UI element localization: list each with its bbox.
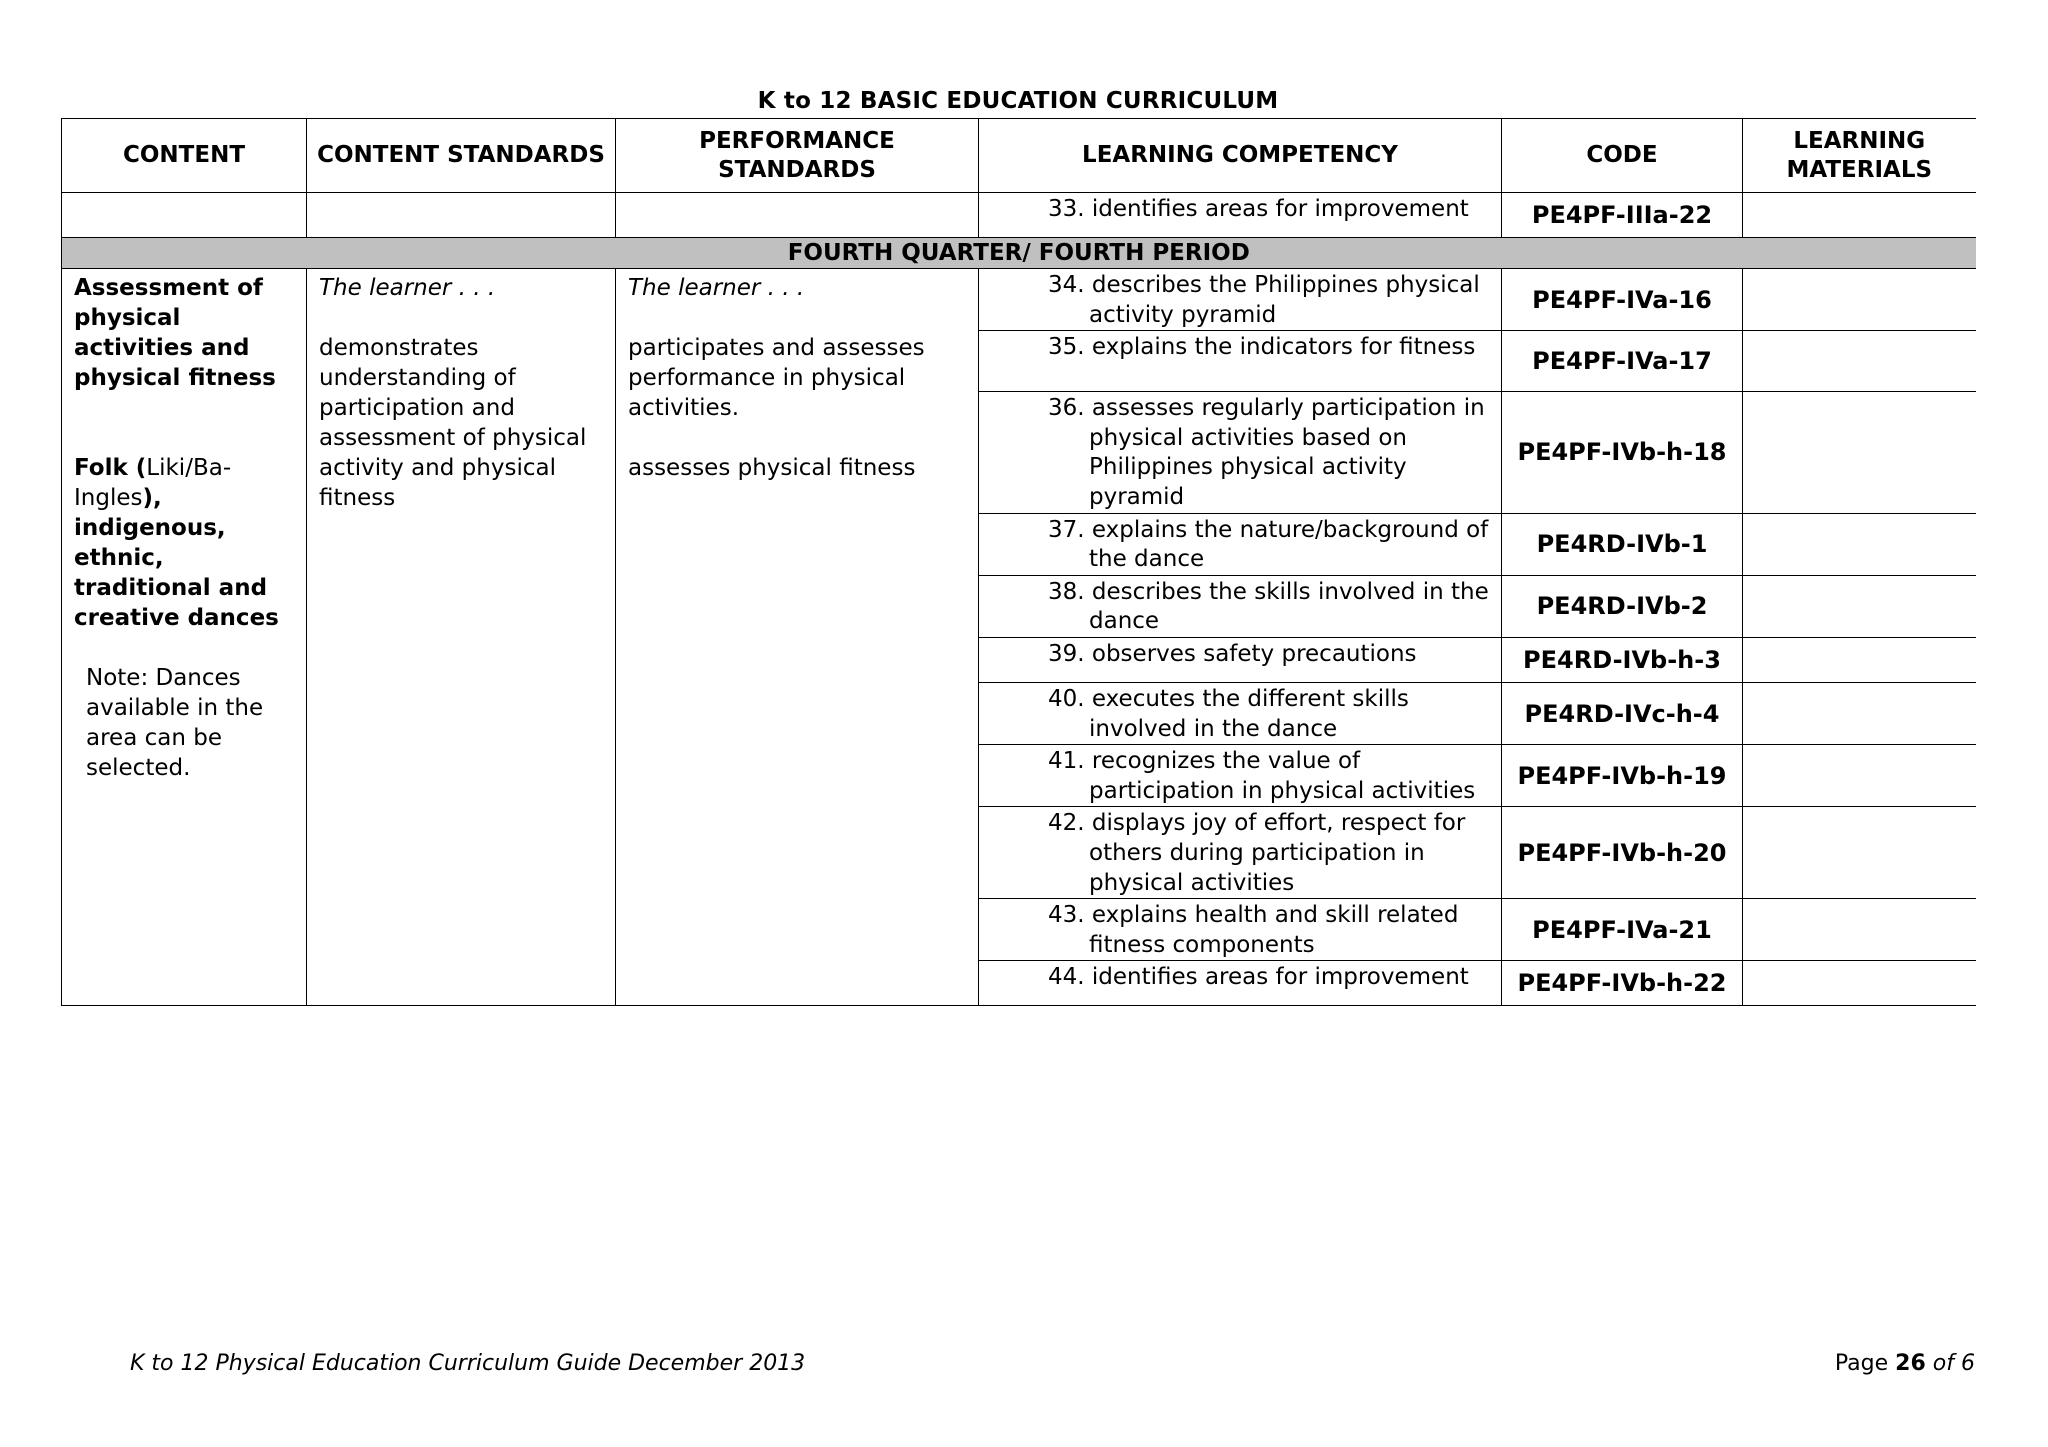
code-cell: PE4PF-IIIa-22	[1502, 193, 1743, 238]
performance-standards-text: assesses physical fitness	[628, 455, 916, 481]
materials-cell	[1743, 682, 1976, 744]
materials-cell	[1743, 575, 1976, 637]
materials-cell	[1743, 899, 1976, 961]
content-note: Note: Dances available in the area can be selected.	[86, 665, 264, 781]
table-row	[62, 193, 1976, 238]
competency-cell: 37. explains the nature/background of the dance	[979, 513, 1502, 575]
code-cell: PE4PF-IVa-16	[1502, 269, 1743, 331]
competency-cell: 39. observes safety precautions	[979, 637, 1502, 682]
quarter-label: FOURTH QUARTER/ FOURTH PERIOD	[62, 238, 1976, 269]
performance-standards-text: participates and assesses performance in physical activities.	[628, 335, 925, 421]
materials-cell	[1743, 392, 1976, 513]
empty-cell	[62, 193, 307, 238]
competency-cell: 36. assesses regularly participation in physical activities based on Philippines physical activity pyramid	[979, 392, 1502, 513]
materials-cell	[1743, 745, 1976, 807]
materials-cell	[1743, 637, 1976, 682]
code-cell: PE4PF-IVb-h-18	[1502, 392, 1743, 513]
code-cell: PE4PF-IVa-21	[1502, 899, 1743, 961]
materials-cell	[1743, 807, 1976, 899]
document-title: K to 12 BASIC EDUCATION CURRICULUM	[757, 88, 1279, 114]
header-code: CODE	[1502, 119, 1743, 193]
code-cell: PE4PF-IVb-h-20	[1502, 807, 1743, 899]
competency-cell: 41. recognizes the value of participation in physical activities	[979, 745, 1502, 807]
performance-standards-cell	[616, 269, 979, 1006]
empty-cell	[616, 193, 979, 238]
footer-document-name: K to 12 Physical Education Curriculum Guide December 2013	[130, 1351, 806, 1376]
competency-cell: 33. identifies areas for improvement	[979, 193, 1502, 238]
header-row	[62, 119, 1976, 193]
code-cell: PE4RD-IVb-2	[1502, 575, 1743, 637]
content-heading: Assessment of physical activities and physical fitness	[74, 275, 276, 391]
quarter-row	[62, 238, 1976, 269]
code-cell: PE4PF-IVb-h-19	[1502, 745, 1743, 807]
code-cell: PE4RD-IVc-h-4	[1502, 682, 1743, 744]
competency-cell: 44. identifies areas for improvement	[979, 961, 1502, 1006]
code-cell: PE4RD-IVb-1	[1502, 513, 1743, 575]
competency-cell: 38. describes the skills involved in the dance	[979, 575, 1502, 637]
materials-cell	[1743, 331, 1976, 392]
header-learning-competency: LEARNING COMPETENCY	[979, 119, 1502, 193]
materials-cell	[1743, 269, 1976, 331]
content-standards-text: demonstrates understanding of participation and assessment of physical activity and physical fitness	[319, 335, 587, 511]
footer-page-number: Page 26 of 6	[1834, 1351, 1975, 1376]
table-row	[62, 269, 1976, 331]
competency-cell: 42. displays joy of effort, respect for others during participation in physical activities	[979, 807, 1502, 899]
materials-cell	[1743, 513, 1976, 575]
competency-cell: 43. explains health and skill related fitness components	[979, 899, 1502, 961]
competency-cell: 34. describes the Philippines physical activity pyramid	[979, 269, 1502, 331]
competency-cell: 35. explains the indicators for fitness	[979, 331, 1502, 392]
code-cell: PE4PF-IVa-17	[1502, 331, 1743, 392]
performance-standards-intro: The learner . . .	[628, 275, 805, 301]
content-cell	[62, 269, 307, 1006]
header-learning-materials: LEARNING MATERIALS	[1743, 119, 1976, 193]
content-standards-intro: The learner . . .	[319, 275, 496, 301]
curriculum-table	[61, 118, 1976, 1006]
competency-cell: 40. executes the different skills involved in the dance	[979, 682, 1502, 744]
header-performance-standards: PERFORMANCE STANDARDS	[616, 119, 979, 193]
header-content: CONTENT	[62, 119, 307, 193]
empty-cell	[307, 193, 616, 238]
materials-cell	[1743, 193, 1976, 238]
code-cell: PE4RD-IVb-h-3	[1502, 637, 1743, 682]
code-cell: PE4PF-IVb-h-22	[1502, 961, 1743, 1006]
header-content-standards: CONTENT STANDARDS	[307, 119, 616, 193]
content-standards-cell	[307, 269, 616, 1006]
materials-cell	[1743, 961, 1976, 1006]
folk-dances-text: Folk (Liki/Ba-Ingles), indigenous, ethnic, traditional and creative dances	[74, 455, 279, 631]
